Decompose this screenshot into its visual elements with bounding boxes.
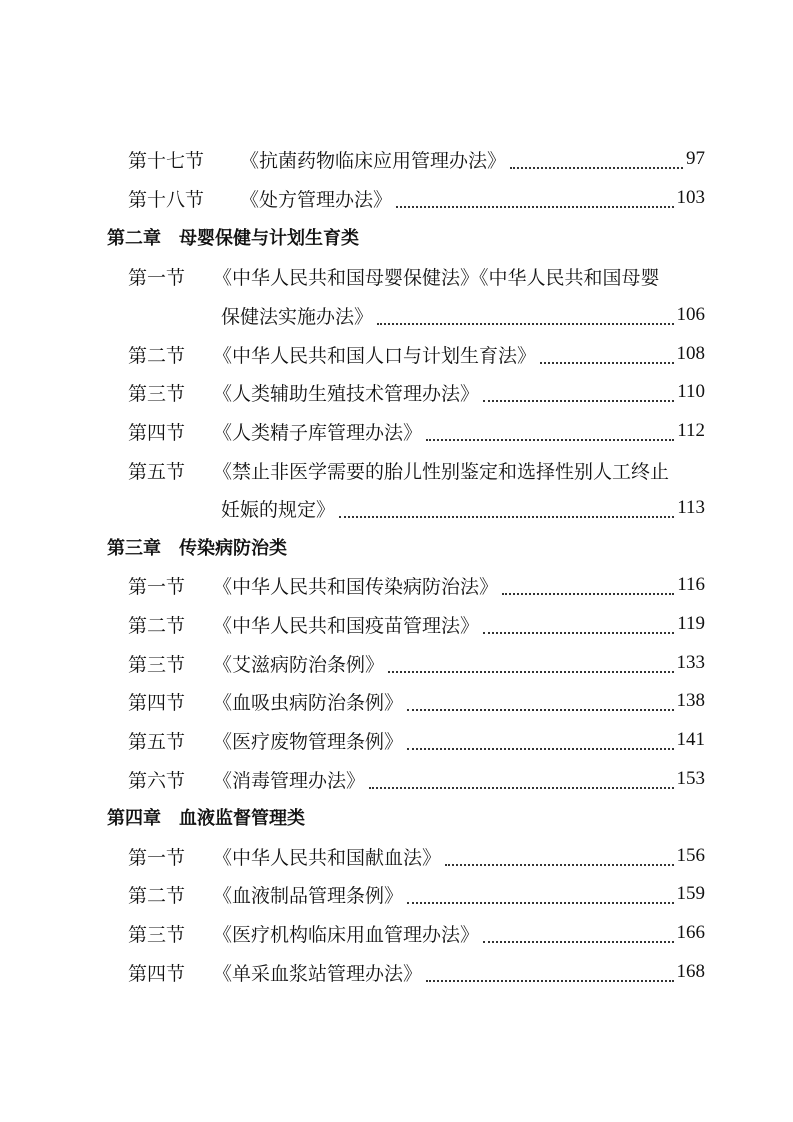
toc-entry[interactable] [128,257,705,295]
page-number: 116 [677,574,705,595]
toc-entry[interactable] [128,451,705,489]
leader-dots [369,787,673,789]
section-label: 第四节 [128,962,186,985]
leader-dots [407,902,673,904]
entry-title: 《处方管理办法》 [240,188,393,211]
toc-entry[interactable] [128,875,705,913]
entry-title: 《血吸虫病防治条例》 [213,691,404,714]
leader-dots [540,362,673,364]
leader-dots [483,941,673,943]
chapter-heading[interactable] [107,218,359,256]
page-number: 156 [676,845,705,866]
page-number: 106 [676,304,705,325]
toc-entry[interactable] [128,682,705,720]
entry-title: 《人类辅助生殖技术管理办法》 [213,382,480,405]
section-label: 第四节 [128,691,186,714]
page-number: 138 [676,690,705,711]
entry-title-cont: 妊娠的规定》 [221,498,336,521]
section-label: 第十七节 [128,149,205,172]
toc-entry[interactable] [128,644,705,682]
entry-title: 《血液制品管理条例》 [213,884,404,907]
page-number: 112 [677,420,705,441]
leader-dots [407,709,673,711]
toc-entry-continuation[interactable] [221,296,705,334]
section-label: 第一节 [128,266,186,289]
section-label: 第三节 [128,923,186,946]
toc-entry[interactable] [128,760,705,798]
section-label: 第四节 [128,421,186,444]
toc-entry[interactable] [128,837,705,875]
entry-title: 《中华人民共和国疫苗管理法》 [213,614,480,637]
entry-title: 《中华人民共和国传染病防治法》 [213,575,499,598]
toc-entry[interactable] [128,914,705,952]
section-label: 第十八节 [128,188,205,211]
chapter-heading[interactable] [107,798,305,836]
chapter-title: 传染病防治类 [179,538,287,559]
leader-dots [426,439,674,441]
leader-dots [483,632,674,634]
leader-dots [339,516,674,518]
page-number: 110 [677,381,705,402]
page-number: 133 [676,652,705,673]
page-number: 153 [676,768,705,789]
toc-entry-continuation[interactable] [221,489,705,527]
leader-dots [396,206,673,208]
leader-dots [510,167,683,169]
entry-title-cont: 保健法实施办法》 [221,305,374,328]
toc-entry[interactable] [128,721,705,759]
page-number: 97 [686,148,705,169]
entry-title: 《消毒管理办法》 [213,769,366,792]
leader-dots [377,323,673,325]
section-label: 第三节 [128,653,186,676]
section-label: 第三节 [128,382,186,405]
leader-dots [426,980,673,982]
section-label: 第五节 [128,460,186,483]
page-number: 168 [676,961,705,982]
section-label: 第二节 [128,344,186,367]
toc-entry[interactable] [128,179,705,217]
toc-entry[interactable] [128,953,705,991]
page-number: 119 [677,613,705,634]
page-number: 113 [677,497,705,518]
entry-title: 《人类精子库管理办法》 [213,421,423,444]
entry-title: 《艾滋病防治条例》 [213,653,385,676]
section-label: 第一节 [128,575,186,598]
leader-dots [502,593,674,595]
chapter-number: 第三章 [107,538,161,559]
entry-title: 《中华人民共和国献血法》 [213,846,442,869]
section-label: 第二节 [128,614,186,637]
chapter-title: 母婴保健与计划生育类 [179,228,359,249]
chapter-number: 第四章 [107,808,161,829]
page-number: 103 [676,187,705,208]
chapter-number: 第二章 [107,228,161,249]
entry-title: 《中华人民共和国人口与计划生育法》 [213,344,537,367]
entry-title: 《医疗废物管理条例》 [213,730,404,753]
section-label: 第一节 [128,846,186,869]
leader-dots [483,400,674,402]
leader-dots [445,864,673,866]
page-number: 159 [676,883,705,904]
chapter-title: 血液监督管理类 [179,808,305,829]
leader-dots [407,748,673,750]
entry-title: 《中华人民共和国母婴保健法》《中华人民共和国母婴 [213,266,660,289]
entry-title: 《医疗机构临床用血管理办法》 [213,923,480,946]
entry-title: 《抗菌药物临床应用管理办法》 [240,149,507,172]
section-label: 第五节 [128,730,186,753]
entry-title: 《禁止非医学需要的胎儿性别鉴定和选择性别人工终止 [213,460,670,483]
toc-entry[interactable] [128,566,705,604]
toc-entry[interactable] [128,605,705,643]
leader-dots [388,671,673,673]
toc-entry[interactable] [128,373,705,411]
section-label: 第二节 [128,884,186,907]
section-label: 第六节 [128,769,186,792]
page-number: 108 [676,343,705,364]
entry-title: 《单采血浆站管理办法》 [213,962,423,985]
toc-entry[interactable] [128,335,705,373]
page-number: 166 [676,922,705,943]
toc-entry[interactable] [128,140,705,178]
toc-entry[interactable] [128,412,705,450]
page-number: 141 [676,729,705,750]
chapter-heading[interactable] [107,528,287,566]
